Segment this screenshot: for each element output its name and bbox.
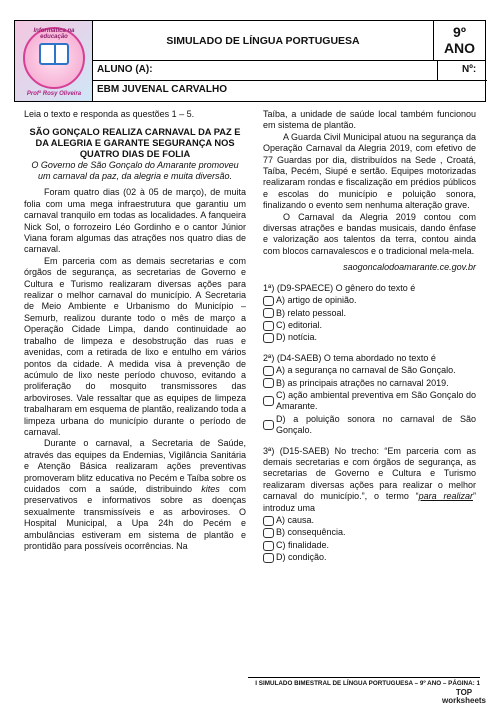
logo-signature: Profª Rosy Oliveira: [26, 91, 82, 97]
checkbox[interactable]: [263, 420, 274, 430]
exam-header: [14, 20, 486, 102]
checkbox[interactable]: [263, 378, 274, 388]
article-paragraph-3-continued: Taíba, a unidade de saúde local também funcionou em sistema de plantão.: [263, 109, 476, 131]
article-source: saogoncalodoamarante.ce.gov.br: [343, 262, 476, 273]
answer-option[interactable]: B) relato pessoal.: [263, 308, 476, 319]
checkbox[interactable]: [263, 333, 274, 343]
student-row: [93, 61, 487, 81]
answer-option[interactable]: C) finalidade.: [263, 540, 476, 551]
kites-term: kites: [201, 483, 220, 494]
school-row: [93, 81, 487, 101]
answer-option[interactable]: D) notícia.: [263, 332, 476, 343]
exam-title: SIMULADO DE LÍNGUA PORTUGUESA: [93, 21, 433, 61]
article-subtitle: O Governo de São Gonçalo do Amarante promoveu um carnaval da paz, da alegria e muita diversão.: [31, 160, 239, 181]
grade-label: ANO: [443, 40, 476, 56]
question-stem: 2ª) (D4-SAEB) O tema abordado no texto é: [263, 352, 436, 363]
right-column: [263, 109, 476, 564]
highlighted-term: para realizar: [418, 491, 473, 502]
answer-option[interactable]: D) condição.: [263, 552, 476, 563]
logo-arc-text: Informática na educação: [33, 28, 75, 40]
checkbox[interactable]: [263, 308, 274, 318]
school-logo: [15, 21, 93, 101]
answer-option[interactable]: A) a segurança no carnaval de São Gonçalo.: [263, 365, 476, 376]
answer-option[interactable]: A) artigo de opinião.: [263, 295, 476, 306]
answer-option[interactable]: A) causa.: [263, 515, 476, 526]
answer-option[interactable]: D) a poluição sonora no carnaval de São Gonçalo.: [263, 414, 476, 437]
question-1: [263, 283, 476, 344]
student-name-field[interactable]: ALUNO (A):: [97, 64, 153, 75]
checkbox[interactable]: [263, 321, 274, 331]
checkbox[interactable]: [263, 516, 274, 526]
grade-box: [433, 21, 485, 61]
left-column: [24, 109, 246, 552]
checkbox[interactable]: [263, 528, 274, 538]
topworksheets-logo[interactable]: TOP worksheets: [441, 688, 487, 705]
answer-option[interactable]: C) editorial.: [263, 320, 476, 331]
answer-option[interactable]: B) as principais atrações no carnaval 2019.: [263, 378, 476, 389]
grade-number: 9º: [453, 24, 466, 40]
article-paragraph-1: Foram quatro dias (02 à 05 de março), de muita folia com uma mega infraestrutura que garantiu um carnaval tranquilo em todas as localidades. A fanqueira Nick Sol, o forrozeiro Léo Gordinho e o cantor Júnior Viana foram algumas das atrações nos quatro dias de carnaval.: [24, 187, 246, 255]
checkbox[interactable]: [263, 366, 274, 376]
checkbox[interactable]: [263, 296, 274, 306]
question-stem: 1ª) (D9-SPAECE) O gênero do texto é: [263, 282, 416, 293]
article-title: SÃO GONÇALO REALIZA CARNAVAL DA PAZ E DA ALEGRIA E GARANTE SEGURANÇA NOS QUATRO DIAS DE FOLIA: [29, 127, 241, 160]
article-paragraph-5: O Carnaval da Alegria 2019 contou com diversas atrações e bandas musicais, dando ênfase e valorização aos talentos da terra, contou ainda com blocos carnavalescos e o tradicional mela-mela.: [263, 211, 476, 256]
checkbox[interactable]: [263, 553, 274, 563]
article-paragraph-4: A Guarda Civil Municipal atuou na segurança da Operação Carnaval da Alegria 2019, com efetivo de 77 Guardas por dia, distribuídos na Sede , Croatá, Taíba, Pecém, Siupé e sertão. Equipes motorizadas realizaram rondas e fiscalização em prédios públicos e escolas do município e poluição sonora, finalizando o evento sem nenhuma alteração grave.: [263, 131, 476, 211]
book-icon: [39, 43, 69, 65]
article-paragraph-3: Durante o carnaval, a Secretaria de Saúde, através das equipes da Endemias, Vigilância Sanitária e Atenção Básica realizaram ações preventivas promoveram blitz educativa no Pecém e Taíba sobre os cuidados com a saúde, distribuindo kites com preservativos e informativos sobre as doenças sexualmente transmissíveis e as arboviroses. O Hospital Municipal, a Upa 24h do Pecém e ambulâncias estiveram em sistema de plantão e prontidão para possíveis ocorrências. Na: [24, 438, 246, 551]
page-footer: I SIMULADO BIMESTRAL DE LÍNGUA PORTUGUESA – 9º ANO – PÁGINA: 1: [248, 677, 480, 687]
student-number-field[interactable]: Nº:: [437, 61, 487, 80]
question-stem: 3ª) (D15-SAEB) No trecho: “Em parceria com as demais secretarias e com órgãos de segurança, as secretarias de Governo e Cultura e Turismo realizaram diversas ações para realizar o melhor carnaval do município.”, o termo “para realizar” introduz uma: [263, 445, 476, 513]
checkbox[interactable]: [263, 396, 274, 406]
article-paragraph-2: Em parceria com as demais secretarias e com órgãos de segurança, as secretarias de Governo e Cultura e Turismo realizaram diversas ações para realizar o melhor carnaval do município. A Secretaria de Meio Ambiente e Urbanismo do Município – Semurb, realizou durante todo o mês de março a Operação Cidade Limpa, dando continuidade ao trabalho de limpeza e desobstrução das ruas e avenidas, com a retirada de lixo e entulho em vários pontos da cidade. A medida visa à prevenção de acúmulo de lixo neste período chuvoso, evitando a proliferação do mosquito transmissores das arboviroses. Vale ressaltar que as equipes de limpeza trabalharam em esquema de plantão, realizando toda a limpeza urbana do município durante o período de carnaval.: [24, 255, 246, 437]
question-2: [263, 353, 476, 437]
checkbox[interactable]: [263, 541, 274, 551]
answer-option[interactable]: C) ação ambiental preventiva em São Gonçalo do Amarante.: [263, 390, 476, 413]
instruction: Leia o texto e responda as questões 1 – 5.: [24, 109, 195, 119]
school-name: EBM JUVENAL CARVALHO: [97, 84, 228, 95]
question-3: [263, 446, 476, 564]
answer-option[interactable]: B) consequência.: [263, 527, 476, 538]
